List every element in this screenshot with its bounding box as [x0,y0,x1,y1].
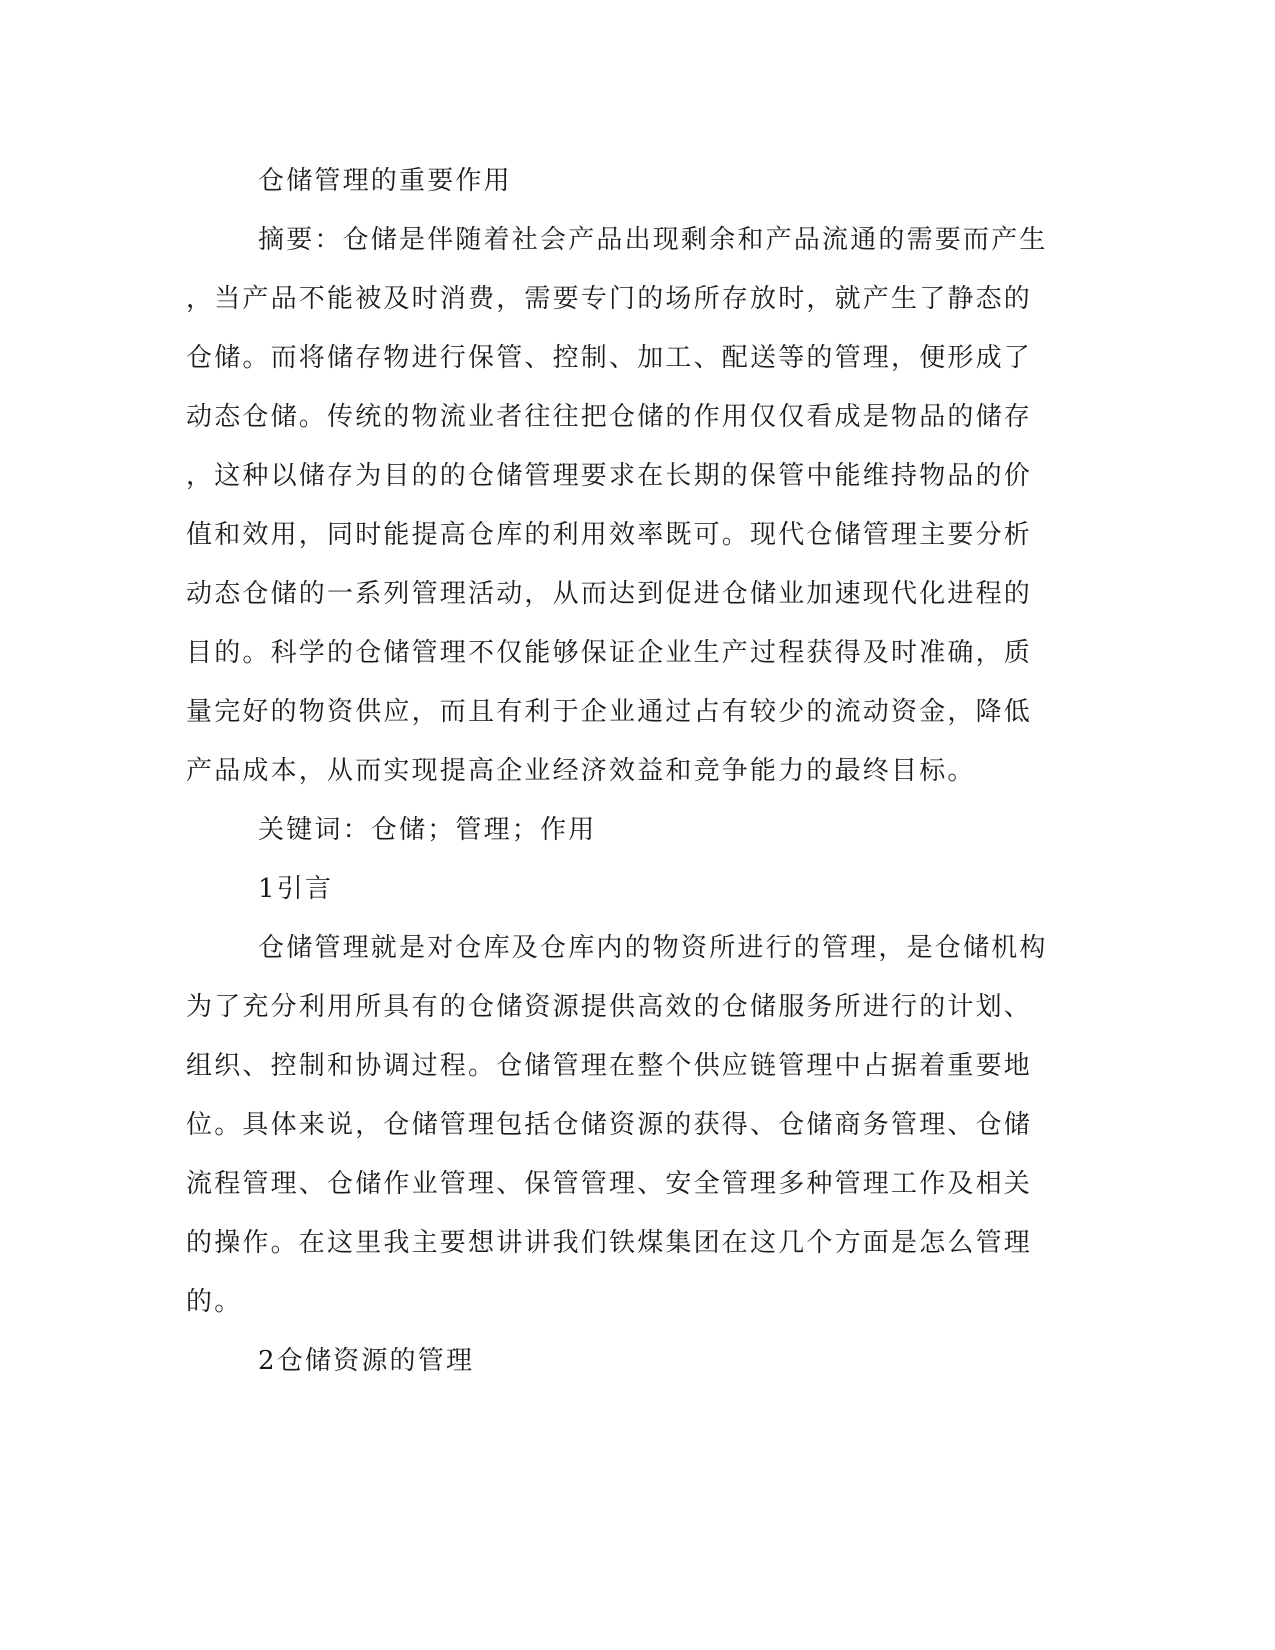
section-2-heading: 2仓储资源的管理 [258,1346,475,1376]
section-1-heading: 1引言 [258,874,334,904]
abstract-line: ，这种以储存为目的的仓储管理要求在长期的保管中能维持物品的价 [186,461,1033,491]
keywords-line: 关键词：仓储；管理；作用 [258,815,597,845]
abstract-line: 产品成本，从而实现提高企业经济效益和竞争能力的最终目标。 [186,756,976,786]
abstract-line: 摘要：仓储是伴随着社会产品出现剩余和产品流通的需要而产生 [258,225,1048,255]
body-line: 仓储管理就是对仓库及仓库内的物资所进行的管理，是仓储机构 [258,933,1048,963]
abstract-line: 值和效用，同时能提高仓库的利用效率既可。现代仓储管理主要分析 [186,520,1033,550]
abstract-line: 动态仓储的一系列管理活动，从而达到促进仓储业加速现代化进程的 [186,579,1033,609]
abstract-line: ，当产品不能被及时消费，需要专门的场所存放时，就产生了静态的 [186,284,1033,314]
abstract-line: 动态仓储。传统的物流业者往往把仓储的作用仅仅看成是物品的储存 [186,402,1033,432]
body-line: 组织、控制和协调过程。仓储管理在整个供应链管理中占据着重要地 [186,1051,1033,1081]
body-line: 为了充分利用所具有的仓储资源提供高效的仓储服务所进行的计划、 [186,992,1033,1022]
abstract-line: 仓储。而将储存物进行保管、控制、加工、配送等的管理，便形成了 [186,343,1033,373]
body-line: 的。 [186,1287,243,1317]
body-line: 流程管理、仓储作业管理、保管管理、安全管理多种管理工作及相关 [186,1169,1033,1199]
abstract-line: 量完好的物资供应，而且有利于企业通过占有较少的流动资金，降低 [186,697,1033,727]
body-line: 的操作。在这里我主要想讲讲我们铁煤集团在这几个方面是怎么管理 [186,1228,1033,1258]
document-title: 仓储管理的重要作用 [258,166,512,196]
body-line: 位。具体来说，仓储管理包括仓储资源的获得、仓储商务管理、仓储 [186,1110,1033,1140]
abstract-line: 目的。科学的仓储管理不仅能够保证企业生产过程获得及时准确，质 [186,638,1033,668]
